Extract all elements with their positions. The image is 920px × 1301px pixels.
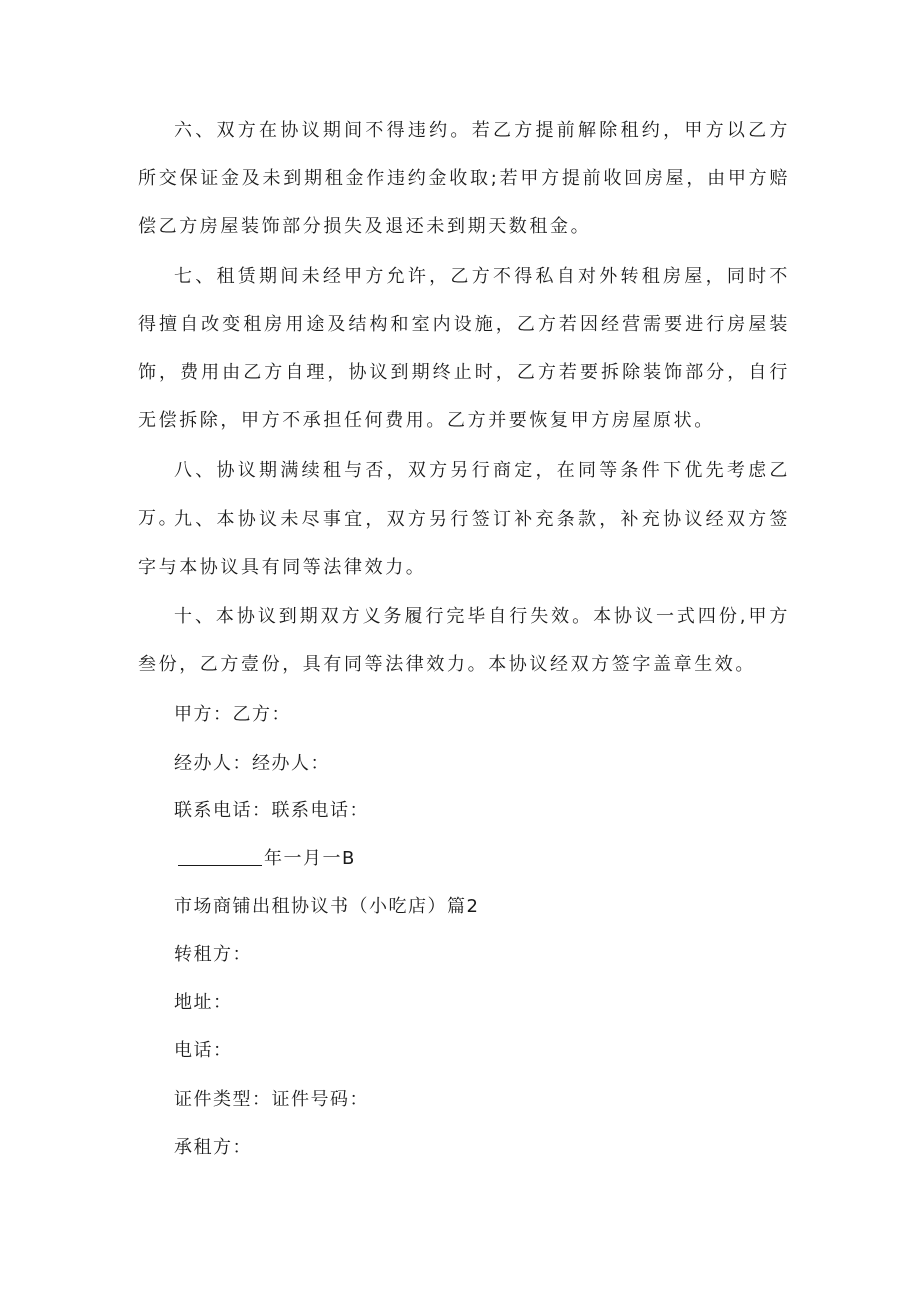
phone-label: 电话：: [174, 1040, 233, 1061]
clause-6: 六、双方在协议期间不得违约。若乙方提前解除租约，甲方以乙方所交保证金及未到期租金作违约金收取;若甲方提前收回房屋，由甲方赔偿乙方房屋装饰部分损失及退还未到期天数租金。: [138, 120, 790, 237]
address-label: 地址：: [174, 992, 233, 1013]
date-blank-underline: [178, 849, 262, 866]
date-line: [178, 847, 356, 871]
parties-line: 甲方：乙方：: [174, 704, 291, 725]
lessee-label: 承租方：: [174, 1137, 252, 1158]
clause-8: 八、协议期满续租与否，双方另行商定，在同等条件下优先考虑乙万。: [138, 460, 790, 529]
id-line: 证件类型：证件号码：: [174, 1089, 369, 1110]
clause-10: 十、本协议到期双方义务履行完毕自行失效。本协议一式四份,甲方叁份，乙方壹份，具有同等法律效力。本协议经双方签字盖章生效。: [138, 606, 790, 675]
sublessor-label: 转租方：: [174, 944, 252, 965]
clause-9: 九、本协议未尽事宜，双方另行签订补充条款，补充协议经双方签字与本协议具有同等法律效力。: [138, 509, 790, 578]
phones-line: 联系电话：联系电话：: [174, 800, 369, 821]
agents-line: 经办人：经办人：: [174, 753, 330, 774]
clause-7: 七、租赁期间未经甲方允许，乙方不得私自对外转租房屋，同时不得擅自改变租房用途及结构和室内设施，乙方若因经营需要进行房屋装饰，费用由乙方自理，协议到期终止时，乙方若要拆除装饰部分，自行无偿拆除，甲方不承担任何费用。乙方并要恢复甲方房屋原状。: [138, 266, 790, 431]
date-text: 年一月一B: [264, 848, 356, 869]
section-2-title: 市场商铺出租协议书（小吃店）篇2: [174, 896, 480, 917]
